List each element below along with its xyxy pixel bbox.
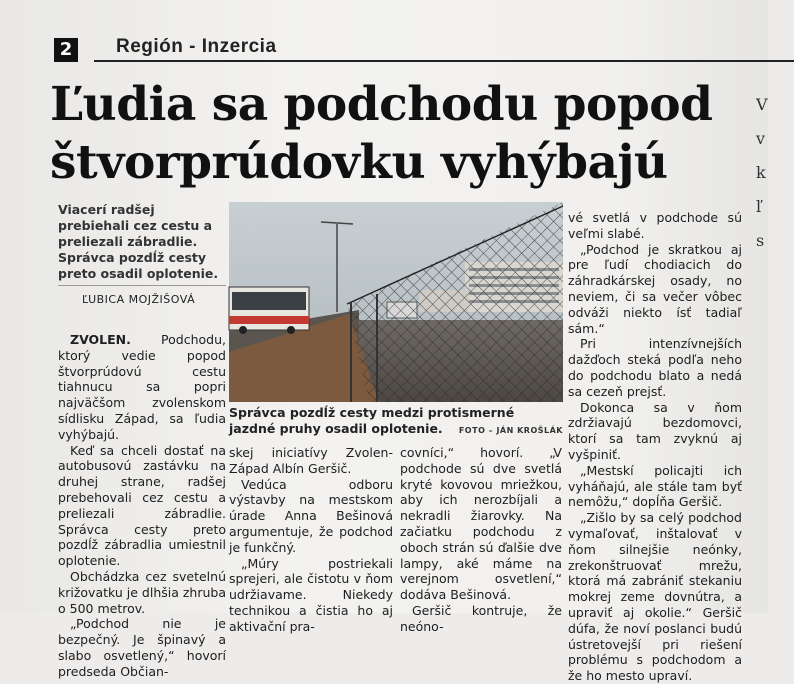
body-paragraph: covníci,“ hovorí. „V podchode sú dve svetlá kryté kovovou mriežkou, aby ich nerozbíjali a nekradli žiarovky. Na začiatku podchodu z oboch strán sú ďalšie dve lampy, aké máme na verejnom osvetlení,“ dodáva Bešinová.: [400, 445, 562, 603]
body-column-2: [229, 445, 393, 635]
adjacent-article-edge: V v k ľ s: [756, 95, 768, 250]
body-paragraph: Vedúca odboru výstavby na mestskom úrade Anna Bešinová argumentuje, že podchod je funkčný.: [229, 476, 393, 555]
body-paragraph: Pri intenzívnejších dažďoch steká podľa neho do podchodu blato a nedá sa cezeň prejsť.: [568, 336, 742, 399]
body-paragraph: „Podchod nie je bezpečný. Je špinavý a slabo osvetlený,“ hovorí predseda Občian-: [58, 616, 226, 679]
body-paragraph: „Mestskí policajti ich vyháňajú, ale stále tam byť nemôžu,“ dopĺňa Geršič.: [568, 462, 742, 510]
header-rule: [94, 60, 794, 62]
headline: [50, 76, 740, 192]
headline-line-1: Ľudia sa podchodu popod: [50, 77, 713, 132]
section-title: Región - Inzercia: [116, 36, 277, 57]
caption-text: Správca pozdĺž cesty medzi protismerné jazdné pruhy osadil oplotenie.: [229, 405, 515, 436]
body-column-3: [400, 445, 562, 635]
byline: ĽUBICA MOJŽIŠOVÁ: [82, 293, 196, 306]
body-paragraph: Geršič kontruje, že neóno-: [400, 602, 562, 634]
body-paragraph: „Zišlo by sa celý podchod vymaľovať, inštalovať v ňom silnejšie neónky, zrekonštruovať mrežu, ktorá má zabrániť stekaniu mokrej zeme dovnútra, a upraviť aj okolie.“ Geršič dúfa, že noví poslanci budú ústretovejší pri riešení problému s podchodom a že ho mesto upraví.: [568, 510, 742, 684]
body-paragraph: „Múry postriekali sprejeri, ale čistotu v ňom udržiavame. Niekedy technikou a čistia ho aj aktivační pra-: [229, 555, 393, 634]
photo-fence-road: [229, 202, 563, 402]
body-column-1: [58, 332, 226, 680]
byline-rule: [58, 285, 226, 286]
article-photo: [229, 202, 563, 402]
body-text: Podchodu, ktorý vedie popod štvorprúdovú cestu tiahnucu sa popri najväčšom zvolenskom sídlisku Západ, sa ľudia vyhýbajú.: [58, 332, 226, 442]
body-paragraph: skej iniciatívy Zvolen-Západ Albín Geršič.: [229, 445, 393, 476]
body-paragraph: Keď sa chceli dostať na autobusovú zastávku na druhej strane, radšej prebehovali cez cestu a preliezali zábradlie. Správca cesty preto pozdĺž zábradlia umiestnil oplotenie.: [58, 442, 226, 569]
page-header: [54, 34, 754, 62]
photo-credit: FOTO – JÁN KROŠLÁK: [458, 426, 563, 435]
body-column-4: [568, 210, 742, 684]
dateline: ZVOLEN.: [70, 332, 131, 347]
body-paragraph: vé svetlá v podchode sú veľmi slabé.: [568, 210, 742, 241]
lead-paragraph: Viacerí radšej prebiehali cez cestu a preliezali zábradlie. Správca pozdĺž cesty preto osadil oplotenie.: [58, 202, 219, 281]
body-paragraph: „Podchod je skratkou aj pre ľudí chodiacich do záhradkárskej osady, no neviem, či sa večer vôbec odváži niekto ísť tadiaľ sám.“: [568, 241, 742, 336]
photo-caption: [229, 405, 563, 437]
headline-line-2: štvorprúdovku vyhýbajú: [50, 135, 668, 190]
page-number: 2: [54, 38, 78, 62]
body-paragraph: [58, 332, 226, 443]
body-paragraph: Obchádzka cez svetelnú križovatku je dlhšia zhruba o 500 metrov.: [58, 568, 226, 616]
body-paragraph: Dokonca sa v ňom zdržiavajú bezdomovci, ktorí sa tam zvyknú aj vyšpiniť.: [568, 399, 742, 462]
